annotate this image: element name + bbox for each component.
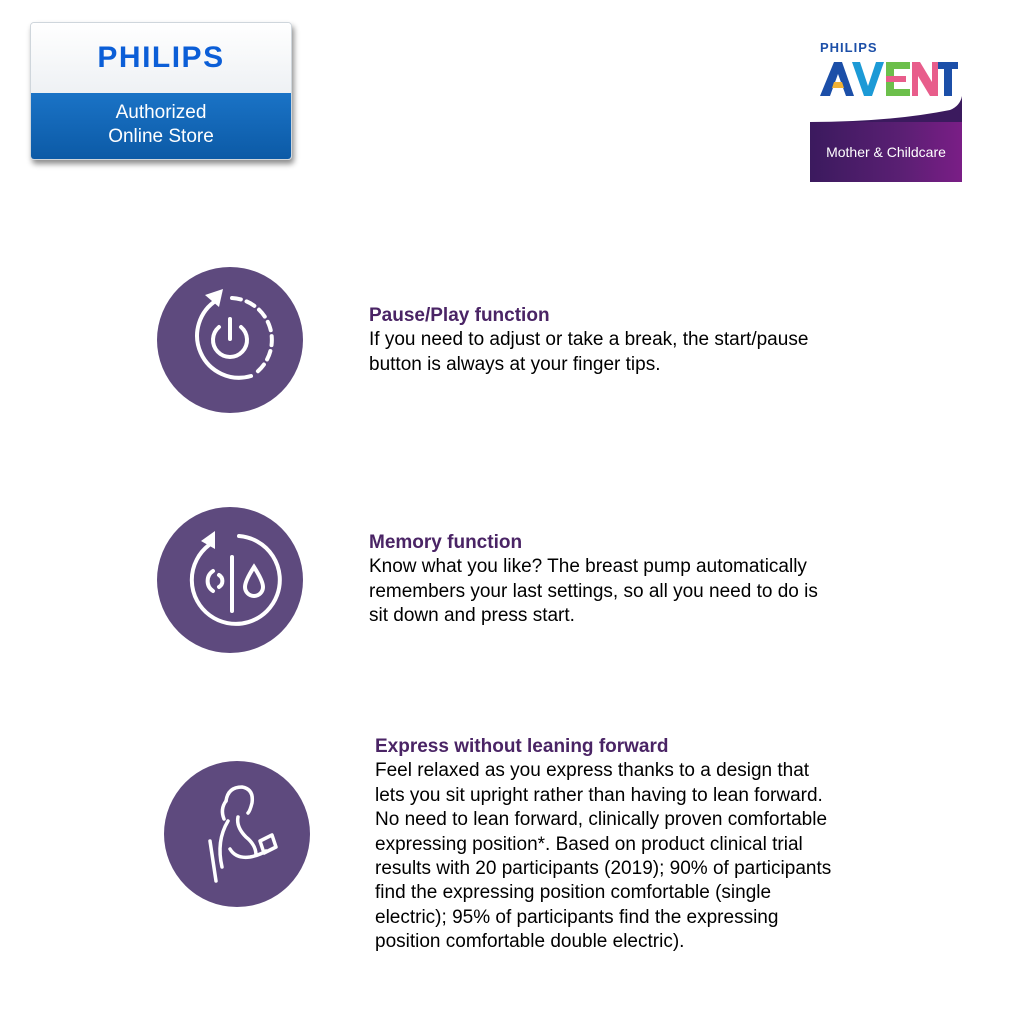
feature-line: find the expressing position comfortable (single <box>375 882 772 904</box>
avent-philips-label: PHILIPS <box>820 40 878 55</box>
feature-line: results with 20 participants (2019); 90% of participants <box>375 858 832 880</box>
avent-curve-shape <box>810 96 962 124</box>
feature-line: sit down and press start. <box>369 605 575 627</box>
badge-line-1: Authorized <box>115 102 207 123</box>
feature-line: position comfortable double electric). <box>375 931 685 953</box>
feature-line: button is always at your finger tips. <box>369 353 661 375</box>
badge-caption <box>31 93 291 159</box>
upright-icon-circle <box>164 761 310 907</box>
feature-line: If you need to adjust or take a break, the start/pause <box>369 329 809 351</box>
pause-play-icon-circle <box>157 267 303 413</box>
feature-line: Know what you like? The breast pump automatically <box>369 556 807 578</box>
authorized-store-badge <box>30 22 292 160</box>
feature-line: Feel relaxed as you express thanks to a design that <box>375 760 810 782</box>
feature-title: Express without leaning forward <box>375 736 669 757</box>
feature-line: electric); 95% of participants find the expressing <box>375 906 779 928</box>
feature-pause-play <box>369 304 808 377</box>
feature-line: No need to lean forward, clinically proven comfortable <box>375 809 828 831</box>
feature-express-upright <box>375 735 831 955</box>
badge-line-2: Online Store <box>108 126 214 147</box>
upright-mother-icon <box>164 761 310 907</box>
feature-line: remembers your last settings, so all you need to do is <box>369 580 818 602</box>
avent-tagline: Mother & Childcare <box>826 144 946 160</box>
feature-title: Memory function <box>369 532 523 553</box>
philips-brand-logo: PHILIPS <box>97 41 225 74</box>
memory-icon-circle <box>157 507 303 653</box>
avent-logo <box>810 38 962 182</box>
badge-brand-area <box>31 23 291 93</box>
avent-tagline-box <box>810 122 962 182</box>
avent-wordmark <box>818 58 958 100</box>
feature-memory <box>369 531 818 629</box>
feature-line: lets you sit upright rather than having to lean forward. <box>375 784 823 806</box>
feature-line: expressing position*. Based on product clinical trial <box>375 833 803 855</box>
feature-title: Pause/Play function <box>369 305 550 326</box>
power-cycle-icon <box>157 267 303 413</box>
memory-cycle-icon <box>157 507 303 653</box>
